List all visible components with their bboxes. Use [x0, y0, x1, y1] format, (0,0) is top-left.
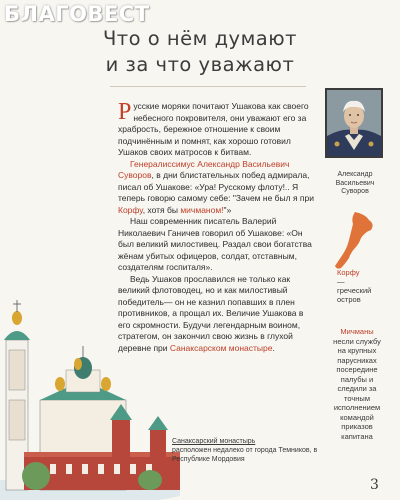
corfu-term: Корфу	[118, 204, 143, 215]
title-line-1: Что о нём думают	[102, 27, 298, 50]
paragraph-1	[118, 101, 318, 159]
suvorov-portrait	[325, 88, 383, 158]
paragraph-1-text: усские моряки почитают Ушакова как своего небесного покровителя, они уважают его за храбрость, бережное отношение к своим подчинённым и помнят, как хорошо готовил Ушаков своих матросов к битвам.	[118, 101, 309, 157]
watermark: БЛАГОВЕСТ	[4, 2, 150, 26]
corfu-label: Корфу	[337, 268, 360, 277]
suvorov-name: Генералиссимус Александр Васильевич Суворов	[118, 158, 290, 180]
monastery-caption-title: Санаксарский монастырь	[172, 438, 256, 445]
paragraph-4-text-b: .	[272, 342, 275, 353]
title-line-2: и за что уважают	[105, 53, 295, 76]
page-number: 3	[370, 477, 379, 493]
drop-cap: Р	[118, 99, 132, 125]
page-title	[100, 26, 300, 78]
paragraph-2-text-b: , хотя бы	[142, 204, 181, 215]
map-caption-title	[337, 268, 387, 286]
portrait-caption	[326, 171, 384, 197]
michman-note-term: Мичманы	[340, 327, 374, 336]
paragraph-3: Наш современник писатель Валерий Николаевич Ганичев говорил об Ушакове: «Он был великий милостивец. Раздал свои богатства жёнам убитых офицеров, солдат, отставным, создателям госпиталя».	[118, 216, 312, 272]
monastery-caption	[172, 437, 328, 464]
portrait-caption-line-3: Суворов	[341, 188, 369, 195]
monastery-caption-text: расположен недалеко от города Темников, в Республике Мордовия	[172, 447, 318, 463]
map-caption-dash: —	[337, 277, 345, 286]
monastery-term: Санаксарском монастыре	[169, 342, 273, 353]
portrait-caption-line-1: Александр	[337, 171, 373, 178]
paragraph-2-text-c: "»	[223, 204, 232, 215]
title-underline	[110, 86, 306, 87]
paragraph-4-text-a: Ведь Ушаков прославился не только как великий флотоводец, но и как милостивый победитель— он не казнил попавших в плен противников, а прощал их. Величие Ушакова в его скромности. Будучи легендарным воином, стратегом, он закончил свою жизнь в глухой деревне при	[118, 273, 304, 353]
paragraph-2	[118, 159, 318, 217]
map-caption-desc-1: греческий	[337, 286, 372, 295]
map-caption	[337, 268, 387, 304]
michman-note-text: несли службу на крупных парусниках посередине палубы и следили за точным исполнением командой приказов капитана	[333, 336, 381, 441]
monastery-illustration	[0, 280, 180, 500]
paragraph-2-text-a: , в дни блистательных побед адмирала, писал об Ушакове: «Ура! Русскому флоту!.. Я теперь говорю самому себе: "Зачем не был я при	[118, 170, 315, 203]
portrait-caption-line-2: Васильевич	[335, 179, 375, 187]
portrait-illustration	[327, 90, 381, 156]
michman-note	[330, 327, 384, 441]
map-caption-desc-2: остров	[337, 295, 361, 304]
michman-term: мичманом!	[180, 204, 224, 215]
